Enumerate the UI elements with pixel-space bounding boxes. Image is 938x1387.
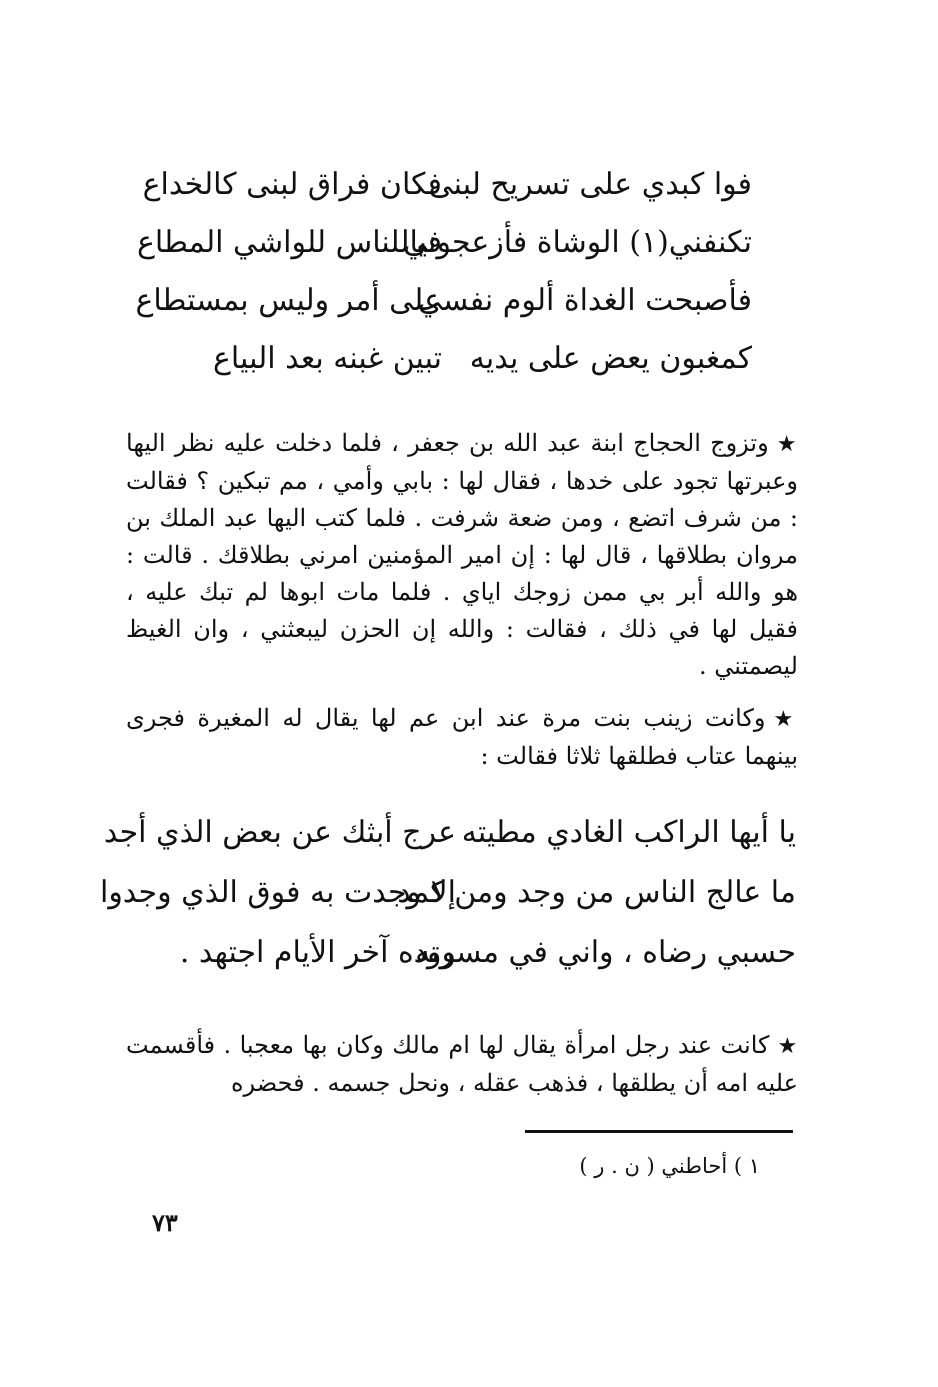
verse-second-hemistich: فياللناس للواشي المطاع bbox=[136, 225, 442, 260]
verse-line bbox=[128, 923, 796, 983]
paragraph-hajjaj bbox=[126, 425, 798, 685]
verse-second-hemistich: إلا وجدت به فوق الذي وجدوا bbox=[99, 875, 456, 910]
footnote: ١ ) أحاطني ( ن . ر ) bbox=[579, 1154, 760, 1178]
verse-second-hemistich: على أمر وليس بمستطاع bbox=[135, 283, 442, 318]
verse-first-hemistich: تكنفني(١) الوشاة فأزعجوني bbox=[403, 225, 752, 260]
verse-first-hemistich: فوا كبدي على تسريح لبنى bbox=[428, 167, 752, 202]
verse-first-hemistich: يا أيها الراكب الغادي مطيته bbox=[461, 815, 796, 850]
verse-second-hemistich: فكان فراق لبنى كالخداع bbox=[142, 167, 442, 202]
verse-first-hemistich: حسبي رضاه ، واني في مسرته bbox=[415, 935, 796, 970]
paragraph-zaynab bbox=[126, 700, 798, 775]
verse-first-hemistich: كمغبون يعض على يديه bbox=[469, 341, 752, 376]
page-number: ٧٣ bbox=[152, 1208, 178, 1237]
verse-second-hemistich: عرج أبثك عن بعض الذي أجد bbox=[103, 815, 456, 850]
footnote-divider bbox=[525, 1130, 793, 1133]
paragraph-text: وتزوج الحجاج ابنة عبد الله بن جعفر ، فلما دخلت عليه نظر اليها وعبرتها تجود على خدها ، فقال لها : بابي وأمي ، مم تبكين ؟ فقالت : من شرف اتضع ، ومن ضعة شرفت . فلما كتب اليها عبد الملك بن مروان بطلاقها ، قال لها : إن امير المؤمنين امرني بطلاقك . قالت : هو والله أبر بي ممن زوجك اياي . فلما مات ابوها لم تبك عليه ، فقيل لها في ذلك ، فقالت : والله إن الحزن ليبعثني ، وان الغيظ ليصمتني . bbox=[126, 429, 799, 680]
verse-line bbox=[142, 156, 752, 214]
verse-line bbox=[135, 272, 752, 330]
paragraph-text: كانت عند رجل امرأة يقال لها ام مالك وكان بها معجبا . فأقسمت عليه امه أن يطلقها ، فذهب عقله ، ونحل جسمه . فحضره bbox=[126, 1031, 798, 1097]
paragraph-text: وكانت زينب بنت مرة عند ابن عم لها يقال له المغيرة فجرى بينهما عتاب فطلقها ثلاثا فقالت : bbox=[126, 704, 798, 770]
verse-first-hemistich: فأصبحت الغداة ألوم نفسي bbox=[417, 283, 752, 318]
star-icon: ★ bbox=[776, 432, 798, 457]
verse-second-hemistich: ووده آخر الأيام اجتهد . bbox=[179, 935, 456, 970]
star-icon: ★ bbox=[777, 1034, 798, 1059]
verse-line bbox=[172, 330, 752, 388]
paragraph-umm-malik bbox=[126, 1027, 798, 1102]
star-icon: ★ bbox=[773, 707, 798, 732]
verse-first-hemistich: ما عالج الناس من وجد ومن كمد bbox=[397, 875, 796, 910]
poem-1 bbox=[135, 156, 752, 388]
verse-line bbox=[99, 863, 796, 923]
verse-second-hemistich: تبين غبنه بعد البياع bbox=[213, 341, 442, 376]
poem-2 bbox=[99, 803, 796, 983]
verse-line bbox=[103, 803, 796, 863]
verse-line bbox=[136, 214, 752, 272]
